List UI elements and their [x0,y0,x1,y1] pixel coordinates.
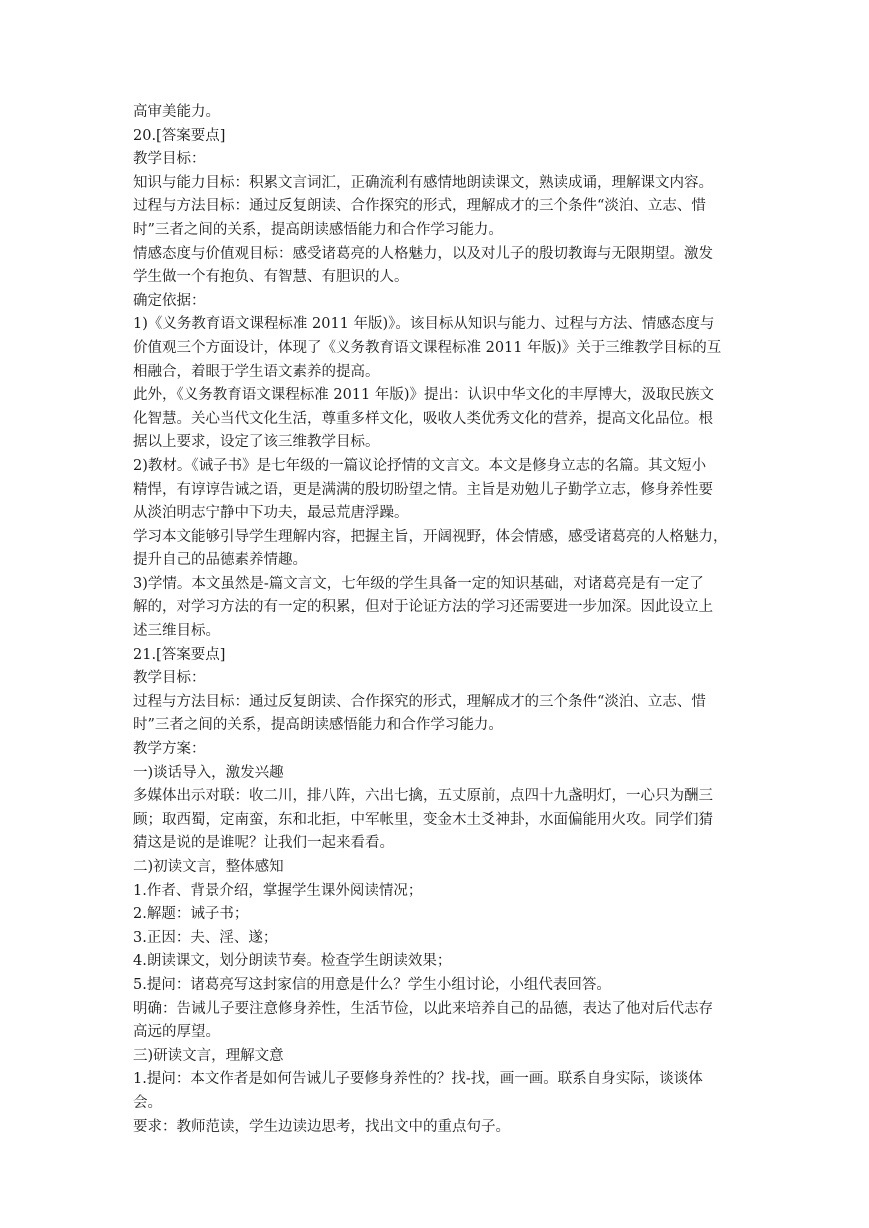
text-line: 2.解题：诫子书； [133,906,249,923]
text-line: 教学目标： [133,151,206,168]
text-line: 过程与方法目标：通过反复朗读、合作探究的形式，理解成才的三个条件“淡泊、立志、惜 [133,693,706,710]
text-line: 过程与方法目标：通过反复朗读、合作探究的形式，理解成才的三个条件“淡泊、立志、惜 [133,198,706,215]
text-line: 教学目标： [133,670,206,687]
text-line: 三)研读文言，理解文意 [133,1047,284,1064]
text-line: 明确：告诫儿子要注意修身养性，生活节俭，以此来培养自己的品德，表达了他对后代志存 [133,1000,713,1017]
text-line: 高审美能力。 [133,104,220,120]
text-line: 时”三者之间的关系，提高朗读感悟能力和合作学习能力。 [133,221,503,238]
text-line: 要求：教师范读，学生边读边思考，找出文中的重点句子。 [133,1118,510,1135]
text-line: 知识与能力目标：积累文言词汇，正确流利有感情地朗读课文，熟读成诵，理解课文内容。 [133,174,713,191]
text-line: 1.提问：本文作者是如何告诫儿子要修身养性的？找-找，画一画。联系自身实际，谈谈体 [133,1071,703,1088]
text-line: 解的，对学习方法的有一定的积累，但对于论证方法的学习还需要进一步加深。因此设立上 [133,599,713,616]
text-line: 3)学情。本文虽然是-篇文言文，七年级的学生具备一定的知识基础，对诸葛亮是有一定了 [133,575,704,592]
text-line: 4.朗读课文，划分朗读节奏。检查学生朗读效果； [133,953,452,970]
text-line: 学习本文能够引导学生理解内容，把握主旨，开阔视野，体会情感，感受诸葛亮的人格魅力， [133,528,728,545]
text-line: 情感态度与价值观目标：感受诸葛亮的人格魅力，以及对儿子的殷切教诲与无限期望。激发 [133,245,713,262]
text-line: 化智慧。关心当代文化生活，尊重多样文化，吸收人类优秀文化的营养，提高文化品位。根 [133,410,713,427]
text-line: 学生做一个有抱负、有智慧、有胆识的人。 [133,269,409,286]
text-line: 3.正因：夫、淫、遂； [133,929,278,946]
text-line: 述三维目标。 [133,623,220,640]
text-line: 精悍，有谆谆告诫之语，更是满满的殷切盼望之情。主旨是劝勉儿子勤学立志，修身养性要 [133,481,713,498]
text-line: 会。 [133,1094,162,1111]
document-body [133,101,743,1139]
text-line: 从淡泊明志宁静中下功夫，最忌荒唐浮躁。 [133,505,409,522]
text-line: 相融合，着眼于学生语文素养的提高。 [133,363,380,380]
text-line: 1)《义务教育语文课程标准 2011 年版)》。该目标从知识与能力、过程与方法、情感态度与 [133,316,715,333]
text-line: 5.提问：诸葛亮写这封家信的用意是什么？学生小组讨论，小组代表回答。 [133,976,611,993]
text-line: 一)谈话导入，激发兴趣 [133,764,284,781]
text-line: 确定依据： [133,292,206,309]
text-line: 提升自己的品德素养情趣。 [133,552,307,569]
text-line: 多媒体出示对联：收二川，排八阵，六出七擒，五丈原前，点四十九盏明灯，一心只为酬三 [133,788,713,805]
text-line: 20.[答案要点] [133,127,226,144]
text-line: 1.作者、背景介绍，掌握学生课外阅读情况； [133,882,423,899]
text-line: 顾；取西蜀，定南蛮，东和北拒，中军帐里，变金木土爻神卦，水面偏能用火攻。同学们猜 [133,811,713,828]
text-line: 高远的厚望。 [133,1024,220,1041]
text-line: 2)教材。《诫子书》是七年级的一篇议论抒情的文言文。本文是修身立志的名篇。其文短小 [133,457,707,474]
text-line: 时”三者之间的关系，提高朗读感悟能力和合作学习能力。 [133,717,503,734]
text-line: 二)初读文言，整体感知 [133,859,284,875]
text-line: 据以上要求，设定了该三维教学目标。 [133,434,380,451]
text-line: 教学方案： [133,741,206,758]
text-line: 价值观三个方面设计，体现了《义务教育语文课程标准 2011 年版)》关于三维教学目标的互 [133,339,722,356]
text-line: 此外，《义务教育语文课程标准 2011 年版)》提出：认识中华文化的丰厚博大，汲取民族文 [133,387,715,404]
text-line: 21.[答案要点] [133,646,226,663]
text-line: 猜这是说的是谁呢？让我们一起来看看。 [133,835,394,852]
